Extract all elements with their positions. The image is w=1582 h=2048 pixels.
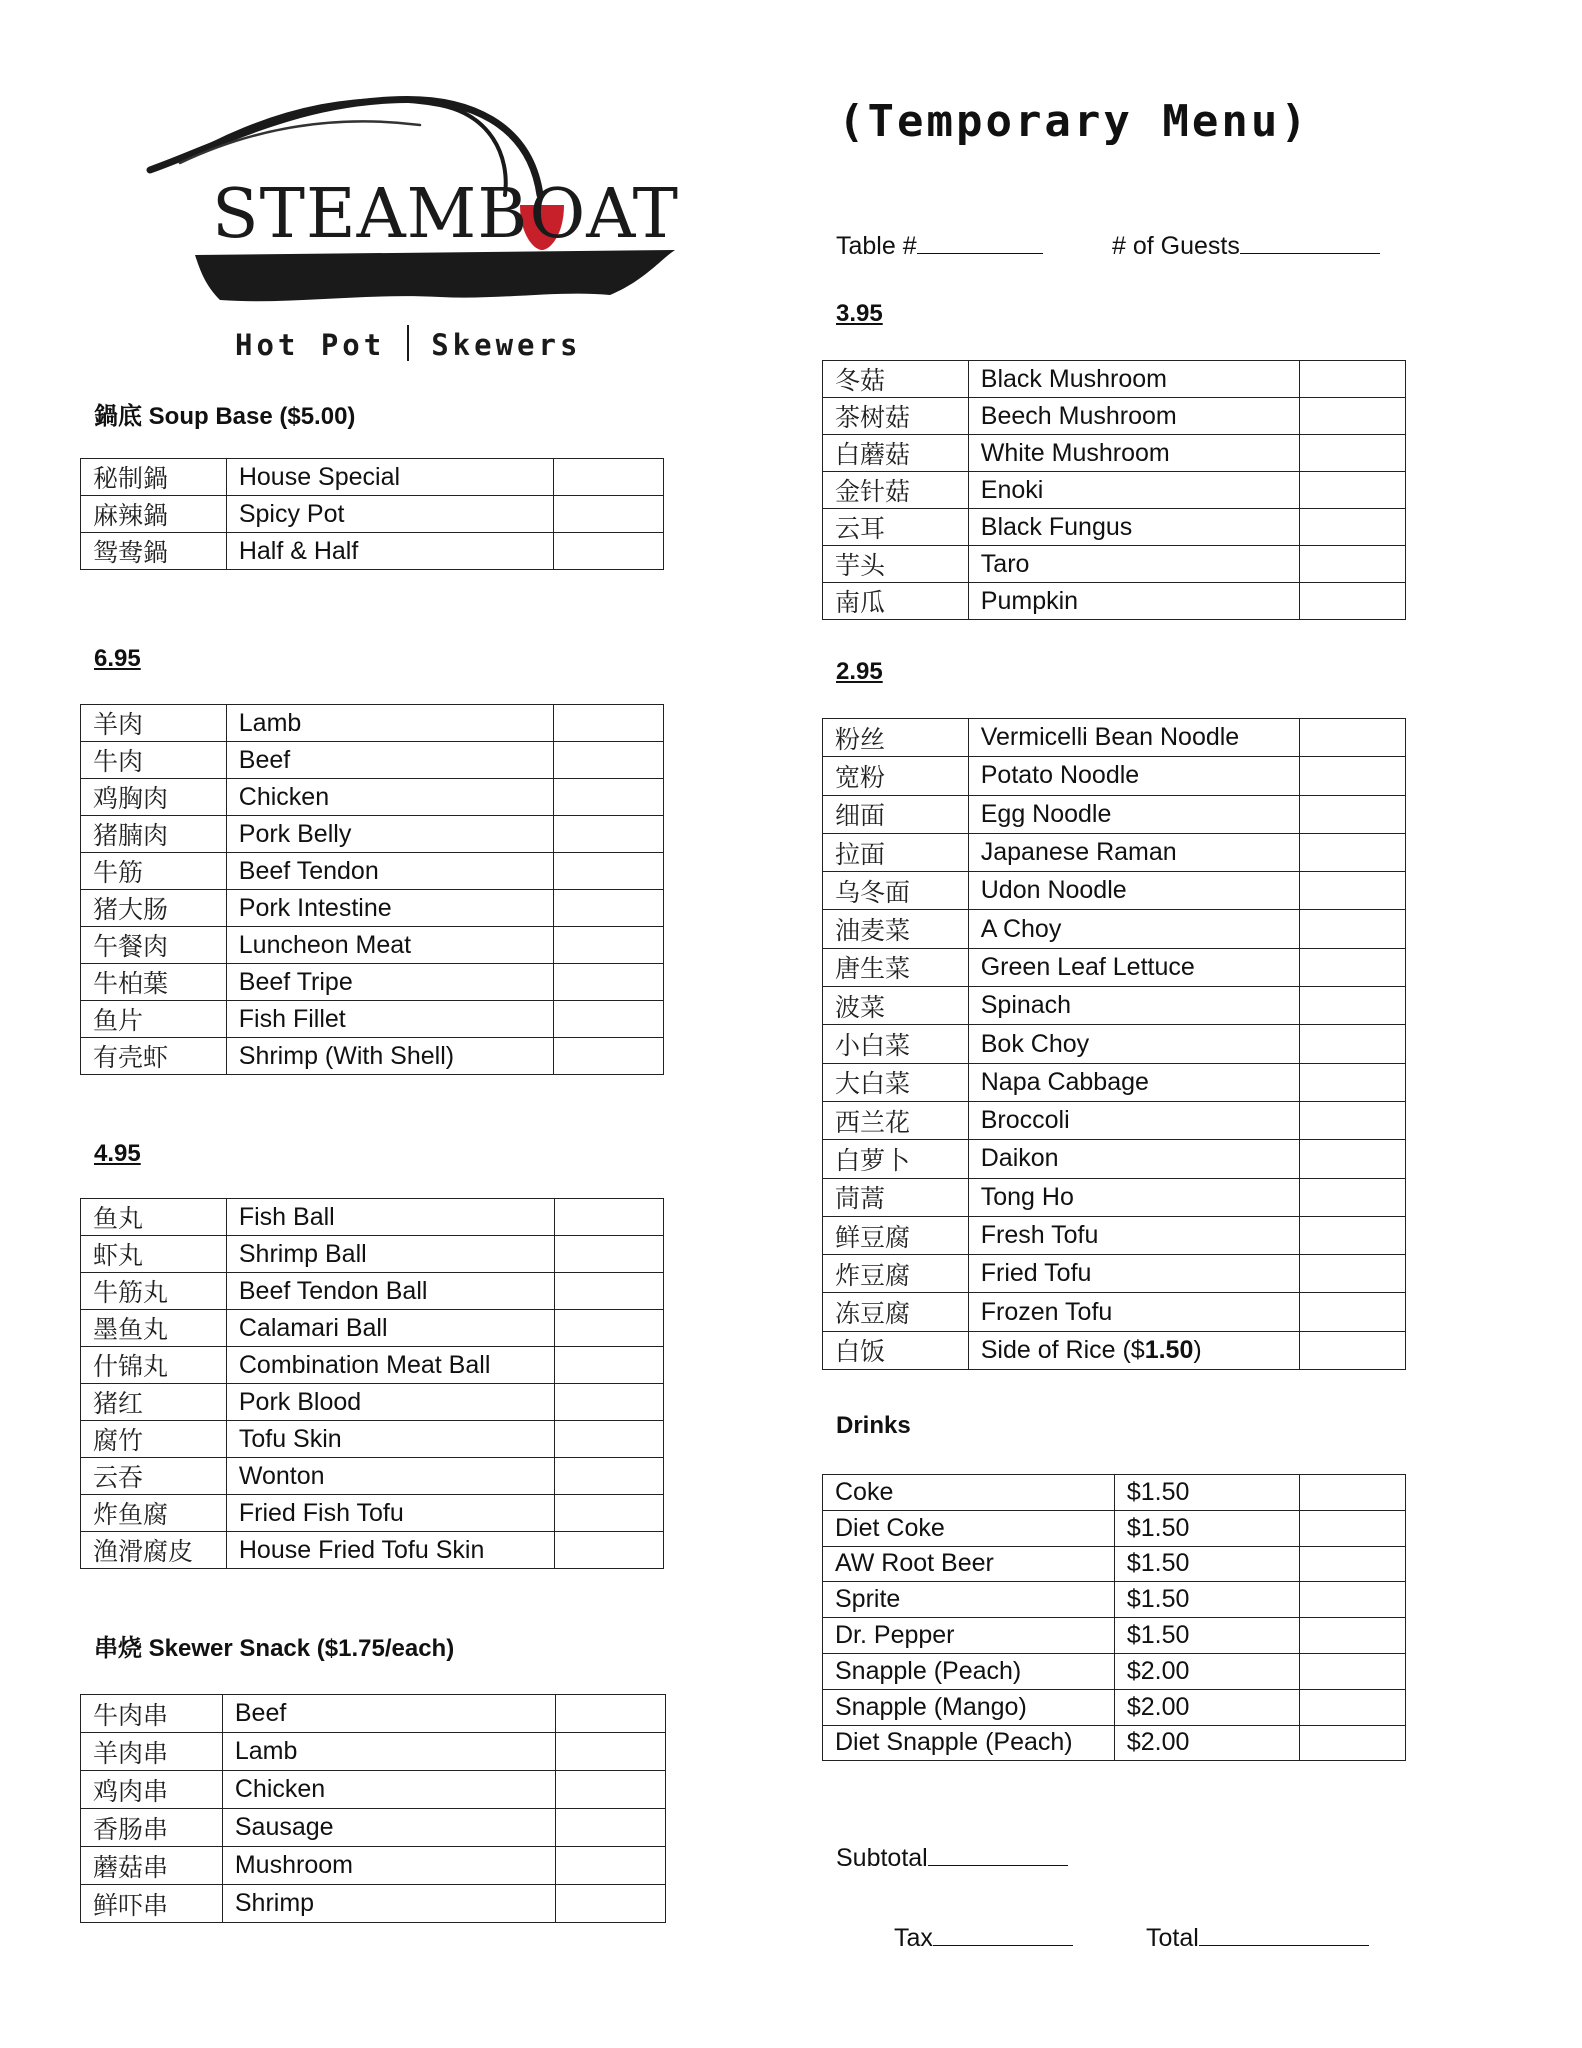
skewer-heading: 串烧 Skewer Snack ($1.75/each) (94, 1633, 455, 1662)
subtotal-label: Subtotal (836, 1844, 928, 1872)
quantity-cell[interactable] (554, 1236, 663, 1273)
quantity-cell[interactable] (554, 927, 664, 964)
logo-wordmark: STEAMBOAT (212, 175, 680, 254)
item-chinese-name: 白饭 (823, 1331, 969, 1369)
subtotal-field[interactable] (836, 1844, 1068, 1873)
quantity-cell[interactable] (554, 1273, 663, 1310)
menu-row (823, 719, 1406, 757)
menu-row (81, 779, 664, 816)
quantity-cell[interactable] (1300, 1255, 1406, 1293)
item-chinese-name: 南瓜 (823, 583, 969, 620)
menu-row (81, 964, 664, 1001)
menu-row (823, 1689, 1406, 1725)
item-chinese-name: 白萝卜 (823, 1140, 969, 1178)
drink-name: Sprite (823, 1582, 1115, 1618)
quantity-cell[interactable] (1300, 1618, 1406, 1654)
total-field[interactable] (1146, 1924, 1369, 1953)
quantity-cell[interactable] (1300, 546, 1406, 583)
menu-row (81, 1847, 666, 1885)
menu-row (81, 742, 664, 779)
guests-field[interactable] (1112, 232, 1380, 261)
drink-price: $1.50 (1114, 1510, 1300, 1546)
item-chinese-name: 鸡肉串 (81, 1771, 223, 1809)
item-chinese-name: 猪腩肉 (81, 816, 227, 853)
tagline-hot-pot: Hot Pot (235, 328, 386, 362)
item-chinese-name: 鱼片 (81, 1001, 227, 1038)
item-english-name: Beech Mushroom (968, 398, 1300, 435)
item-chinese-name: 羊肉 (81, 705, 227, 742)
item-chinese-name: 鲜吓串 (81, 1885, 223, 1923)
item-english-name: Broccoli (968, 1101, 1300, 1139)
quantity-cell[interactable] (556, 1885, 666, 1923)
drink-price: $2.00 (1114, 1689, 1300, 1725)
menu-row (81, 1733, 666, 1771)
drink-price: $1.50 (1114, 1582, 1300, 1618)
quantity-cell[interactable] (1300, 948, 1406, 986)
drink-price: $1.50 (1114, 1546, 1300, 1582)
item-english-name: Shrimp Ball (226, 1236, 554, 1273)
item-english-name: Shrimp (With Shell) (226, 1038, 554, 1075)
quantity-cell[interactable] (1300, 361, 1406, 398)
item-english-name: Pork Belly (226, 816, 554, 853)
quantity-cell[interactable] (1300, 872, 1406, 910)
quantity-cell[interactable] (1300, 1293, 1406, 1331)
quantity-cell[interactable] (1300, 795, 1406, 833)
menu-row (81, 1458, 664, 1495)
item-english-name: Beef (222, 1695, 555, 1733)
drink-name: Coke (823, 1475, 1115, 1511)
guests-label: # of Guests (1112, 232, 1240, 260)
price-395-heading: 3.95 (836, 300, 883, 327)
menu-row (81, 927, 664, 964)
item-chinese-name: 粉丝 (823, 719, 969, 757)
quantity-cell[interactable] (1300, 583, 1406, 620)
drink-price: $2.00 (1114, 1653, 1300, 1689)
price-395-table (822, 360, 1406, 620)
table-number-blank[interactable] (917, 253, 1043, 254)
quantity-cell[interactable] (554, 496, 664, 533)
item-chinese-name: 波菜 (823, 987, 969, 1025)
item-chinese-name: 牛柏葉 (81, 964, 227, 1001)
item-chinese-name: 宽粉 (823, 757, 969, 795)
item-chinese-name: 油麦菜 (823, 910, 969, 948)
quantity-cell[interactable] (1300, 1063, 1406, 1101)
quantity-cell[interactable] (1300, 1140, 1406, 1178)
steamboat-logo (140, 85, 700, 375)
item-chinese-name: 鲜豆腐 (823, 1216, 969, 1254)
guests-blank[interactable] (1240, 253, 1380, 254)
quantity-cell[interactable] (556, 1695, 666, 1733)
drink-price: $1.50 (1114, 1475, 1300, 1511)
item-chinese-name: 渔滑腐皮 (81, 1532, 227, 1569)
item-english-name: Green Leaf Lettuce (968, 948, 1300, 986)
quantity-cell[interactable] (1300, 1546, 1406, 1582)
item-english-name: Calamari Ball (226, 1310, 554, 1347)
item-english-name: Black Fungus (968, 509, 1300, 546)
item-english-name: White Mushroom (968, 435, 1300, 472)
quantity-cell[interactable] (554, 742, 664, 779)
drink-name: Diet Coke (823, 1510, 1115, 1546)
drink-name: Diet Snapple (Peach) (823, 1725, 1115, 1761)
quantity-cell[interactable] (554, 779, 664, 816)
price-695-heading: 6.95 (94, 645, 141, 672)
menu-row (81, 1384, 664, 1421)
item-chinese-name: 炸鱼腐 (81, 1495, 227, 1532)
quantity-cell[interactable] (1300, 1216, 1406, 1254)
quantity-cell[interactable] (554, 1001, 664, 1038)
quantity-cell[interactable] (1300, 1653, 1406, 1689)
item-english-name: Spinach (968, 987, 1300, 1025)
quantity-cell[interactable] (1300, 1101, 1406, 1139)
quantity-cell[interactable] (1300, 472, 1406, 509)
menu-row (823, 872, 1406, 910)
subtotal-blank[interactable] (928, 1865, 1068, 1866)
item-chinese-name: 秘制鍋 (81, 459, 227, 496)
menu-row (823, 435, 1406, 472)
quantity-cell[interactable] (1300, 509, 1406, 546)
item-english-name: Potato Noodle (968, 757, 1300, 795)
item-chinese-name: 牛筋丸 (81, 1273, 227, 1310)
item-chinese-name: 牛肉 (81, 742, 227, 779)
soup-base-heading: 鍋底 Soup Base ($5.00) (94, 401, 356, 430)
menu-row (81, 1038, 664, 1075)
menu-row (823, 1510, 1406, 1546)
menu-row (823, 1101, 1406, 1139)
menu-row (81, 1695, 666, 1733)
quantity-cell[interactable] (554, 1384, 663, 1421)
item-english-name: A Choy (968, 910, 1300, 948)
quantity-cell[interactable] (554, 1038, 664, 1075)
quantity-cell[interactable] (1300, 719, 1406, 757)
item-english-name: Chicken (226, 779, 554, 816)
menu-row (81, 459, 664, 496)
item-chinese-name: 牛筋 (81, 853, 227, 890)
item-english-name: Enoki (968, 472, 1300, 509)
item-english-name: Bok Choy (968, 1025, 1300, 1063)
drinks-table (822, 1474, 1406, 1761)
quantity-cell[interactable] (1300, 1475, 1406, 1511)
menu-row (823, 1475, 1406, 1511)
quantity-cell[interactable] (1300, 1689, 1406, 1725)
quantity-cell[interactable] (554, 459, 664, 496)
menu-row (823, 1216, 1406, 1254)
item-chinese-name: 炸豆腐 (823, 1255, 969, 1293)
item-chinese-name: 云吞 (81, 1458, 227, 1495)
quantity-cell[interactable] (554, 1495, 663, 1532)
table-number-field[interactable] (836, 232, 1043, 261)
menu-row (823, 509, 1406, 546)
quantity-cell[interactable] (554, 816, 664, 853)
menu-row (81, 705, 664, 742)
drink-name: AW Root Beer (823, 1546, 1115, 1582)
menu-row (823, 757, 1406, 795)
quantity-cell[interactable] (1300, 1331, 1406, 1369)
item-english-name: Lamb (226, 705, 554, 742)
soup-base-table (80, 458, 664, 570)
quantity-cell[interactable] (1300, 833, 1406, 871)
item-chinese-name: 鸡胸肉 (81, 779, 227, 816)
rice-label: Side of Rice ($ (980, 1335, 1145, 1364)
drinks-heading: Drinks (836, 1412, 911, 1439)
menu-row (81, 1236, 664, 1273)
tax-label: Tax (894, 1924, 933, 1952)
price-495-heading: 4.95 (94, 1140, 141, 1167)
item-chinese-name: 墨鱼丸 (81, 1310, 227, 1347)
item-english-name: Sausage (222, 1809, 555, 1847)
quantity-cell[interactable] (554, 1458, 663, 1495)
quantity-cell[interactable] (554, 705, 664, 742)
quantity-cell[interactable] (554, 533, 664, 570)
menu-row (823, 948, 1406, 986)
quantity-cell[interactable] (554, 853, 664, 890)
price-295-heading: 2.95 (836, 658, 883, 685)
quantity-cell[interactable] (554, 1347, 663, 1384)
item-chinese-name: 有壳虾 (81, 1038, 227, 1075)
tax-blank[interactable] (933, 1945, 1073, 1946)
item-chinese-name: 虾丸 (81, 1236, 227, 1273)
drink-name: Dr. Pepper (823, 1618, 1115, 1654)
tagline-divider (407, 325, 409, 361)
item-english-name: Beef Tripe (226, 964, 554, 1001)
menu-row (823, 1582, 1406, 1618)
item-english-name: Daikon (968, 1140, 1300, 1178)
item-chinese-name: 茼蒿 (823, 1178, 969, 1216)
drink-name: Snapple (Mango) (823, 1689, 1115, 1725)
item-chinese-name: 羊肉串 (81, 1733, 223, 1771)
logo-tagline (235, 325, 581, 362)
item-english-name: Black Mushroom (968, 361, 1300, 398)
menu-row (823, 1293, 1406, 1331)
menu-row (81, 1885, 666, 1923)
quantity-cell[interactable] (554, 1199, 663, 1236)
drink-name: Snapple (Peach) (823, 1653, 1115, 1689)
menu-row (81, 890, 664, 927)
price-295-table (822, 718, 1406, 1370)
skewer-table (80, 1694, 666, 1923)
menu-row (823, 1025, 1406, 1063)
item-chinese-name: 大白菜 (823, 1063, 969, 1101)
item-chinese-name: 鸳鸯鍋 (81, 533, 227, 570)
item-english-name: Beef Tendon Ball (226, 1273, 554, 1310)
item-chinese-name: 麻辣鍋 (81, 496, 227, 533)
menu-row (81, 1771, 666, 1809)
item-english-name: Beef (226, 742, 554, 779)
quantity-cell[interactable] (1300, 757, 1406, 795)
menu-row (823, 1331, 1406, 1369)
item-chinese-name: 乌冬面 (823, 872, 969, 910)
item-english-name: Wonton (226, 1458, 554, 1495)
menu-row (81, 533, 664, 570)
item-chinese-name: 白蘑菇 (823, 435, 969, 472)
item-english-name: Pork Blood (226, 1384, 554, 1421)
item-chinese-name: 云耳 (823, 509, 969, 546)
rice-price: 1.50 (1144, 1335, 1194, 1364)
item-chinese-name: 牛肉串 (81, 1695, 223, 1733)
quantity-cell[interactable] (1300, 398, 1406, 435)
item-english-name: Fresh Tofu (968, 1216, 1300, 1254)
item-chinese-name: 猪红 (81, 1384, 227, 1421)
menu-row (823, 1255, 1406, 1293)
menu-row (81, 1347, 664, 1384)
menu-row (823, 1653, 1406, 1689)
item-english-name: House Fried Tofu Skin (226, 1532, 554, 1569)
item-english-name: Napa Cabbage (968, 1063, 1300, 1101)
tax-field[interactable] (894, 1924, 1073, 1953)
item-english-name: Lamb (222, 1733, 555, 1771)
quantity-cell[interactable] (554, 1310, 663, 1347)
item-english-name: Vermicelli Bean Noodle (968, 719, 1300, 757)
menu-row (81, 496, 664, 533)
quantity-cell[interactable] (554, 890, 664, 927)
quantity-cell[interactable] (1300, 1725, 1406, 1761)
tagline-skewers: Skewers (431, 328, 582, 362)
item-english-name: Japanese Raman (968, 833, 1300, 871)
quantity-cell[interactable] (1300, 910, 1406, 948)
item-english-name: Pork Intestine (226, 890, 554, 927)
item-english-name: Fish Fillet (226, 1001, 554, 1038)
menu-row (823, 833, 1406, 871)
quantity-cell[interactable] (556, 1771, 666, 1809)
item-english-name: Spicy Pot (226, 496, 553, 533)
item-english-name: Combination Meat Ball (226, 1347, 554, 1384)
quantity-cell[interactable] (556, 1847, 666, 1885)
rice-label-suffix: ) (1193, 1335, 1202, 1364)
menu-row (81, 1001, 664, 1038)
menu-row (823, 398, 1406, 435)
total-label: Total (1146, 1924, 1199, 1952)
item-english-name: Taro (968, 546, 1300, 583)
menu-row (81, 1273, 664, 1310)
menu-row (823, 1063, 1406, 1101)
item-chinese-name: 鱼丸 (81, 1199, 227, 1236)
menu-row (823, 546, 1406, 583)
item-english-name: Luncheon Meat (226, 927, 554, 964)
item-english-name: Pumpkin (968, 583, 1300, 620)
item-chinese-name: 午餐肉 (81, 927, 227, 964)
item-english-name: Chicken (222, 1771, 555, 1809)
quantity-cell[interactable] (1300, 1582, 1406, 1618)
item-chinese-name: 茶树菇 (823, 398, 969, 435)
price-495-table (80, 1198, 664, 1569)
item-english-name: Tofu Skin (226, 1421, 554, 1458)
quantity-cell[interactable] (1300, 1025, 1406, 1063)
quantity-cell[interactable] (1300, 987, 1406, 1025)
item-english-name: Egg Noodle (968, 795, 1300, 833)
quantity-cell[interactable] (1300, 1510, 1406, 1546)
item-english-name: Fried Fish Tofu (226, 1495, 554, 1532)
quantity-cell[interactable] (554, 1532, 663, 1569)
menu-row (81, 1495, 664, 1532)
table-number-label: Table # (836, 232, 917, 260)
item-english-name: Fish Ball (226, 1199, 554, 1236)
menu-row (823, 910, 1406, 948)
drink-price: $2.00 (1114, 1725, 1300, 1761)
item-english-name: Tong Ho (968, 1178, 1300, 1216)
menu-row (823, 987, 1406, 1025)
menu-row (823, 1725, 1406, 1761)
item-chinese-name: 西兰花 (823, 1101, 969, 1139)
quantity-cell[interactable] (1300, 1178, 1406, 1216)
item-chinese-name: 什锦丸 (81, 1347, 227, 1384)
item-english-name (968, 1331, 1300, 1369)
menu-row (81, 816, 664, 853)
quantity-cell[interactable] (556, 1809, 666, 1847)
item-chinese-name: 冻豆腐 (823, 1293, 969, 1331)
menu-row (823, 1618, 1406, 1654)
item-english-name: Beef Tendon (226, 853, 554, 890)
menu-row (823, 1140, 1406, 1178)
menu-row (81, 1421, 664, 1458)
menu-row (823, 1546, 1406, 1582)
item-english-name: Half & Half (226, 533, 553, 570)
menu-row (81, 1310, 664, 1347)
quantity-cell[interactable] (1300, 435, 1406, 472)
item-chinese-name: 金针菇 (823, 472, 969, 509)
quantity-cell[interactable] (556, 1733, 666, 1771)
menu-row (81, 853, 664, 890)
menu-row (81, 1809, 666, 1847)
item-english-name: Mushroom (222, 1847, 555, 1885)
item-english-name: Fried Tofu (968, 1255, 1300, 1293)
menu-row (823, 795, 1406, 833)
page-title: (Temporary Menu) (838, 96, 1310, 147)
item-chinese-name: 芋头 (823, 546, 969, 583)
menu-row (81, 1199, 664, 1236)
item-english-name: Frozen Tofu (968, 1293, 1300, 1331)
total-blank[interactable] (1199, 1945, 1369, 1946)
item-chinese-name: 腐竹 (81, 1421, 227, 1458)
drink-price: $1.50 (1114, 1618, 1300, 1654)
item-english-name: Udon Noodle (968, 872, 1300, 910)
menu-row (823, 472, 1406, 509)
quantity-cell[interactable] (554, 964, 664, 1001)
item-english-name: Shrimp (222, 1885, 555, 1923)
item-chinese-name: 拉面 (823, 833, 969, 871)
price-695-table (80, 704, 664, 1075)
menu-row (81, 1532, 664, 1569)
menu-row (823, 361, 1406, 398)
item-chinese-name: 猪大肠 (81, 890, 227, 927)
item-chinese-name: 小白菜 (823, 1025, 969, 1063)
quantity-cell[interactable] (554, 1421, 663, 1458)
item-chinese-name: 香肠串 (81, 1809, 223, 1847)
item-english-name: House Special (226, 459, 553, 496)
item-chinese-name: 唐生菜 (823, 948, 969, 986)
menu-row (823, 1178, 1406, 1216)
item-chinese-name: 细面 (823, 795, 969, 833)
item-chinese-name: 冬菇 (823, 361, 969, 398)
item-chinese-name: 蘑菇串 (81, 1847, 223, 1885)
menu-row (823, 583, 1406, 620)
